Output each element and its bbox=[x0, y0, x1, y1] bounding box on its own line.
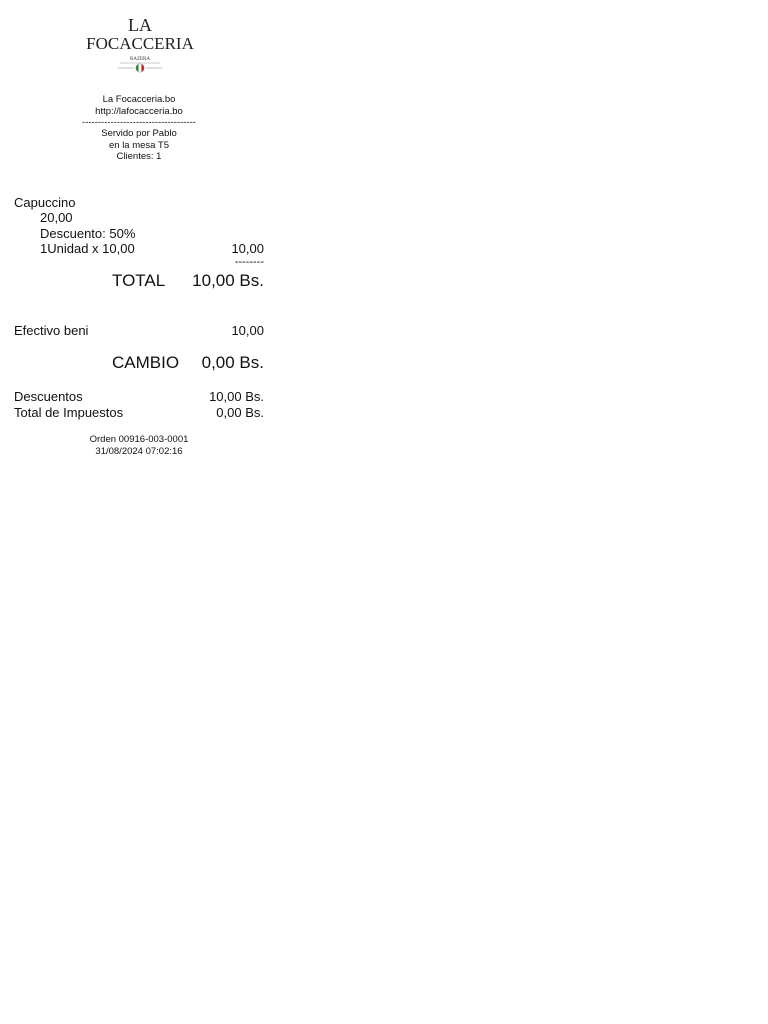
order-line-discount: Descuento: 50% bbox=[40, 226, 136, 241]
order-line-price: 20,00 bbox=[40, 210, 73, 225]
logo-line-razera: RAZERA bbox=[130, 57, 150, 62]
discounts-row bbox=[14, 389, 264, 404]
change-label: CAMBIO bbox=[112, 353, 180, 372]
change-value: 0,00 Bs. bbox=[201, 353, 264, 372]
clients-count: Clientes: 1 bbox=[116, 151, 162, 162]
business-website: http://lafocacceria.bo bbox=[95, 105, 183, 117]
order-number: Orden 00916-003-0001 bbox=[89, 434, 189, 445]
service-info bbox=[14, 128, 264, 163]
header-separator: ------------------------------------ bbox=[82, 117, 196, 128]
italian-flag-icon bbox=[136, 64, 144, 72]
order-line-quantity: 1Unidad x 10,00 bbox=[40, 241, 135, 256]
business-logo bbox=[78, 14, 202, 80]
order-line-total: 10,00 bbox=[231, 241, 264, 256]
table-number: en la mesa T5 bbox=[108, 139, 170, 151]
discounts-value: 10,00 Bs. bbox=[209, 389, 264, 404]
business-name: La Focacceria.bo bbox=[102, 94, 176, 105]
taxes-value: 0,00 Bs. bbox=[216, 405, 264, 420]
payment-row bbox=[14, 323, 264, 338]
payment-method: Efectivo beni bbox=[14, 323, 89, 338]
logo-line-focacceria: FOCACCERIA bbox=[86, 34, 194, 53]
total-value: 10,00 Bs. bbox=[192, 271, 264, 290]
total-label: TOTAL bbox=[112, 271, 166, 290]
logo-line-la: LA bbox=[128, 15, 152, 35]
order-line-product: Capuccino bbox=[14, 195, 76, 210]
totals-separator: -------- bbox=[234, 256, 264, 268]
taxes-label: Total de Impuestos bbox=[14, 405, 124, 420]
receipt-footer bbox=[14, 434, 264, 457]
served-by: Servido por Pablo bbox=[101, 128, 177, 139]
discounts-label: Descuentos bbox=[14, 389, 83, 404]
payment-amount: 10,00 bbox=[231, 323, 264, 338]
header-info bbox=[14, 94, 264, 129]
order-datetime: 31/08/2024 07:02:16 bbox=[95, 445, 183, 457]
taxes-row bbox=[14, 405, 264, 420]
